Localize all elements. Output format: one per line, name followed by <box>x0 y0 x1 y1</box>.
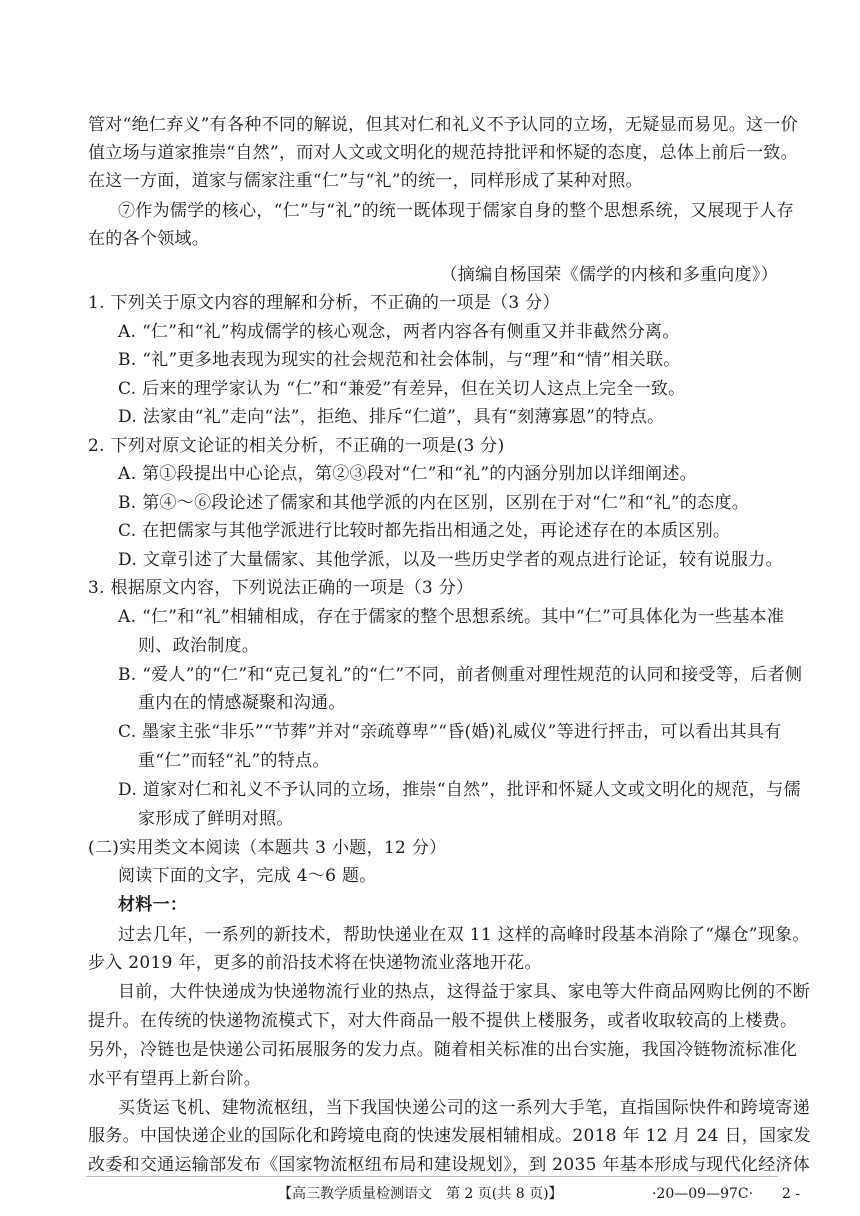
passage-line: 管对“绝仁弃义”有各种不同的解说，但其对仁和礼义不予认同的立场，无疑显而易见。这一价 <box>88 115 798 135</box>
question-3-option-b-cont: 重内在的情感凝聚和沟通。 <box>138 693 346 713</box>
material-paragraph-line: 买货运飞机、建物流枢纽，当下我国快递公司的这一系列大手笔，直指国际快件和跨境寄递 <box>118 1098 810 1118</box>
material-paragraph-line: 改委和交通运输部发布《国家物流枢纽布局和建设规划》，到 2035 年基本形成与现代化经济体 <box>88 1155 811 1175</box>
footer-divider <box>86 1176 778 1177</box>
question-3-option-a-cont: 则、政治制度。 <box>138 636 260 656</box>
footer-title: 【高三教学质量检测语文 第 2 页(共 8 页)】 <box>278 1186 563 1202</box>
passage-line: 值立场与道家推崇“自然”，而对人文或文明化的规范持批评和怀疑的态度，总体上前后一致。 <box>88 143 798 163</box>
material-paragraph-line: 水平有望再上新台阶。 <box>88 1069 261 1089</box>
question-2-option-d: D. 文章引述了大量儒家、其他学派，以及一些历史学者的观点进行论证，较有说服力。 <box>118 550 783 570</box>
question-1-option-c: C. 后来的理学家认为 “仁”和“兼爱”有差异，但在关切人这点上完全一致。 <box>118 379 686 399</box>
footer-code: ·20—09—97C· <box>652 1186 754 1202</box>
question-3-option-c: C. 墨家主张“非乐”“节葬”并对“亲疏尊卑”“昏(婚)礼威仪”等进行抨击，可以看出其具有 <box>118 722 782 742</box>
question-3-option-d-cont: 家形成了鲜明对照。 <box>138 809 294 829</box>
material-paragraph-line: 步入 2019 年，更多的前沿技术将在快递物流业落地开花。 <box>88 953 542 973</box>
material-paragraph-line: 提升。在传统的快递物流模式下，对大件商品一般不提供上楼服务，或者收取较高的上楼费。 <box>88 1011 798 1031</box>
page-number-mark: 2 - <box>782 1186 801 1202</box>
question-2-option-a: A. 第①段提出中心论点，第②③段对“仁”和“礼”的内涵分别加以详细阐述。 <box>118 464 697 484</box>
passage-line: 在这一方面，道家与儒家注重“仁”与“礼”的统一，同样形成了某种对照。 <box>88 171 643 191</box>
question-2-option-b: B. 第④～⑥段论述了儒家和其他学派的内在区别，区别在于对“仁”和“礼”的态度。 <box>118 493 750 513</box>
question-2-stem: 2. 下列对原文论证的相关分析，不正确的一项是(3 分) <box>88 436 505 456</box>
passage-line: 在的各个领域。 <box>88 229 210 249</box>
question-1-option-b: B. “礼”更多地表现为现实的社会规范和社会体制，与“理”和“情”相关联。 <box>118 350 681 370</box>
question-1-option-d: D. 法家由“礼”走向“法”，拒绝、排斥“仁道”，具有“刻薄寡恩”的特点。 <box>118 407 665 427</box>
question-3-option-d: D. 道家对仁和礼义不予认同的立场，推崇“自然”，批评和怀疑人文或文明化的规范，与儒 <box>118 780 801 800</box>
section-instruction: 阅读下面的文字，完成 4～6 题。 <box>118 866 377 886</box>
material-paragraph-line: 过去几年，一系列的新技术，帮助快递业在双 11 这样的高峰时段基本消除了“爆仓”现象。 <box>118 925 810 945</box>
question-3-option-b: B. “爱人”的“仁”和“克己复礼”的“仁”不同，前者侧重对理性规范的认同和接受等，后者侧 <box>118 665 803 685</box>
material-paragraph-line: 目前，大件快递成为快递物流行业的热点，这得益于家具、家电等大件商品网购比例的不断 <box>118 982 810 1002</box>
passage-line: ⑦作为儒学的核心，“仁”与“礼”的统一既体现于儒家自身的整个思想系统，又展现于人存 <box>118 201 795 221</box>
material-paragraph-line: 服务。中国快递企业的国际化和跨境电商的快速发展相辅相成。2018 年 12 月 24 日，国家发 <box>88 1126 811 1146</box>
question-3-option-c-cont: 重“仁”而轻“礼”的特点。 <box>138 751 330 771</box>
question-2-option-c: C. 在把儒家与其他学派进行比较时都先指出相通之处，再论述存在的本质区别。 <box>118 521 731 541</box>
material-paragraph-line: 另外，冷链也是快递公司拓展服务的发力点。随着相关标准的出台实施，我国冷链物流标准化 <box>88 1040 798 1060</box>
material-label: 材料一： <box>118 895 188 915</box>
section-heading: (二)实用类文本阅读（本题共 3 小题，12 分） <box>88 838 447 858</box>
question-3-stem: 3. 根据原文内容，下列说法正确的一项是（3 分） <box>88 578 474 598</box>
question-1-option-a: A. “仁”和“礼”构成儒学的核心观念，两者内容各有侧重又并非截然分离。 <box>118 322 680 342</box>
question-1-stem: 1. 下列关于原文内容的理解和分析，不正确的一项是（3 分） <box>88 293 560 313</box>
passage-source: （摘编自杨国荣《儒学的内核和多重向度》） <box>440 265 778 285</box>
question-3-option-a: A. “仁”和“礼”相辅相成，存在于儒家的整个思想系统。其中“仁”可具体化为一些基本准 <box>118 607 785 627</box>
